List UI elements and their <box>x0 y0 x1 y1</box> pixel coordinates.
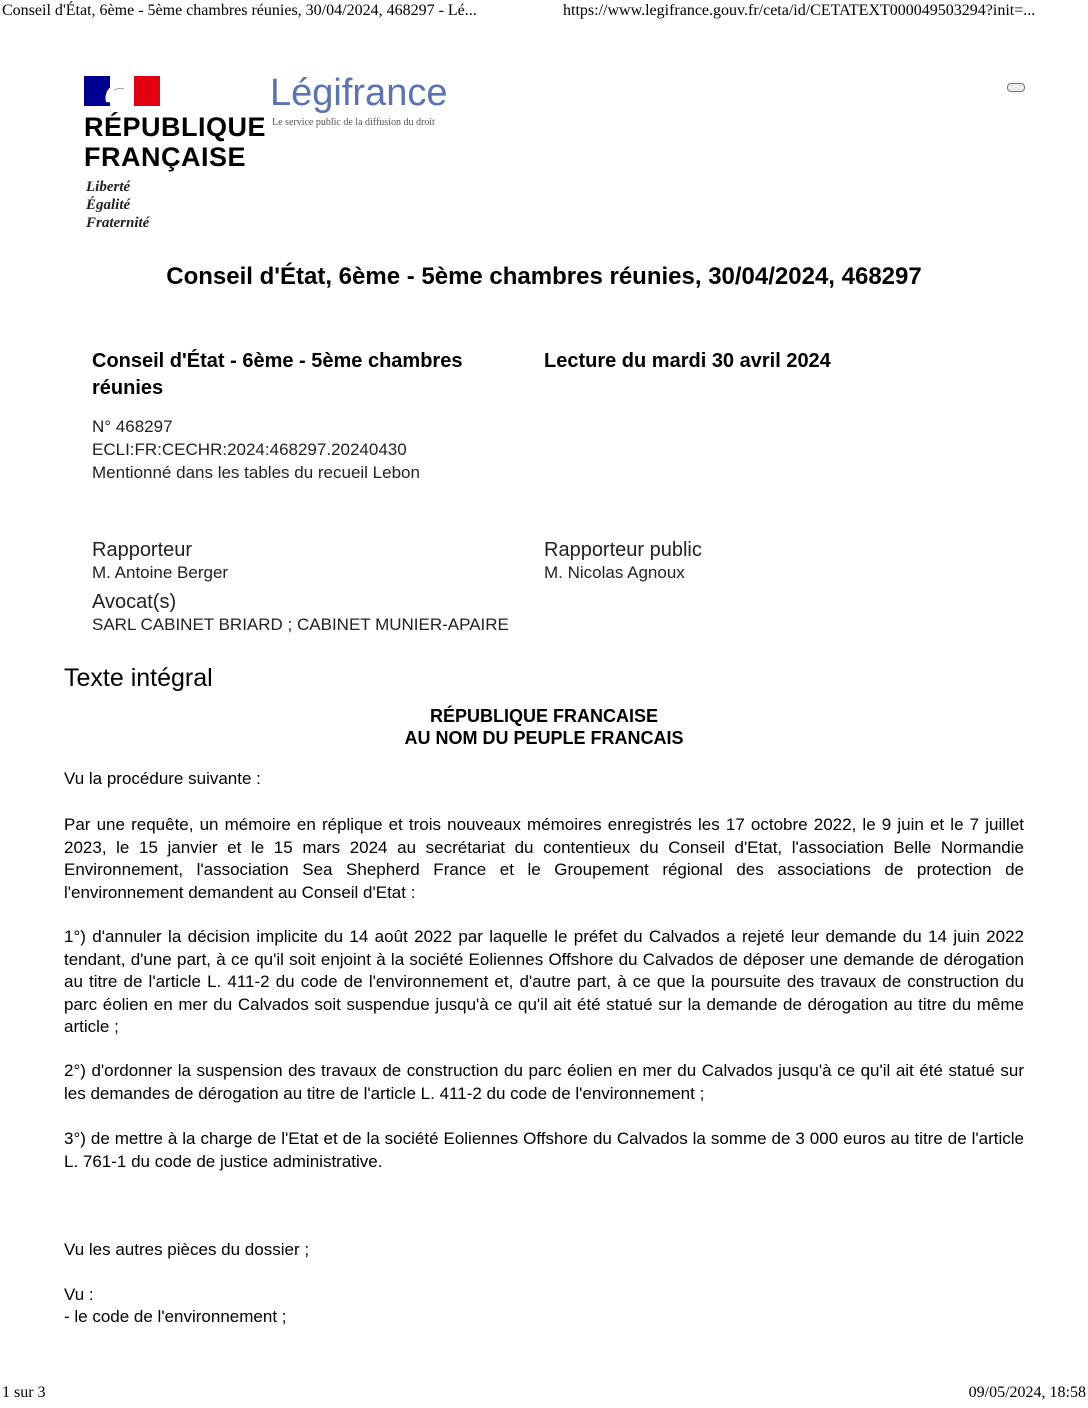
page-counter: 1 sur 3 <box>2 1384 46 1401</box>
decision-number: N° 468297 <box>92 417 173 436</box>
paragraph-autres-pieces: Vu les autres pièces du dossier ; <box>64 1240 310 1259</box>
print-footer <box>0 1384 1088 1406</box>
rapporteur-public-label: Rapporteur public <box>544 539 702 561</box>
print-header-url: https://www.legifrance.gouv.fr/ceta/id/CETATEXT000049503294?init=... <box>563 2 1036 19</box>
legifrance-tagline: Le service public de la diffusion du droit <box>272 117 435 128</box>
marianne-logo <box>84 76 160 106</box>
rapporteur-block <box>92 538 228 584</box>
rapporteur-name: M. Antoine Berger <box>92 563 229 582</box>
page-title: Conseil d'État, 6ème - 5ème chambres réunies, 30/04/2024, 468297 <box>166 263 922 290</box>
lebon-mention: Mentionné dans les tables du recueil Lebon <box>92 463 420 482</box>
avocats-names: SARL CABINET BRIARD ; CABINET MUNIER-APAIRE <box>92 615 509 634</box>
paragraph-conclusion-1: 1°) d'annuler la décision implicite du 14 août 2022 par laquelle le préfet du Calvados a rejeté leur demande du 14 juin 2022 tendant, d'une part, à ce qu'il soit enjoint à la société Eoliennes Offshore du Calvados de déposer une demande de dérogation au titre de l'article L. 411-2 du code de l'environnement et, d'autre part, à ce que la poursuite des travaux de construction du parc éolien en mer du Calvados soit suspendue jusqu'à ce qu'il ait été statué sur la demande de dérogation au titre du même article ; <box>64 927 1024 1036</box>
rf-motto <box>86 178 149 232</box>
print-header-title: Conseil d'État, 6ème - 5ème chambres réunies, 30/04/2024, 468297 - Lé... <box>2 2 477 19</box>
paragraph-code-environnement: - le code de l'environnement ; <box>64 1307 287 1326</box>
header-au-nom-du-peuple: AU NOM DU PEUPLE FRANCAIS <box>404 728 684 748</box>
reading-date: Lecture du mardi 30 avril 2024 <box>544 350 831 372</box>
avocats-block <box>92 590 509 636</box>
paragraph-procedure: Vu la procédure suivante : <box>64 769 261 788</box>
print-timestamp: 09/05/2024, 18:58 <box>968 1384 1086 1401</box>
paragraph-vu: Vu : <box>64 1285 94 1304</box>
rapporteur-label: Rapporteur <box>92 539 193 561</box>
motto-fraternite: Fraternité <box>86 215 150 231</box>
rf-line-1: RÉPUBLIQUE <box>84 112 267 142</box>
header-republique: RÉPUBLIQUE FRANCAISE <box>429 706 658 726</box>
ecli-identifier: ECLI:FR:CECHR:2024:468297.20240430 <box>92 440 407 459</box>
menu-toggle-button[interactable] <box>1007 83 1025 92</box>
avocats-label: Avocat(s) <box>92 591 177 613</box>
legifrance-logo-link[interactable]: Légifrance <box>270 72 448 114</box>
print-header <box>0 2 1088 24</box>
motto-liberte: Liberté <box>86 179 131 195</box>
section-title-texte-integral: Texte intégral <box>64 664 213 692</box>
paragraph-conclusion-3: 3°) de mettre à la charge de l'Etat et de la société Eoliennes Offshore du Calvados la somme de 3 000 euros au titre de l'article L. 761-1 du code de justice administrative. <box>64 1129 1024 1171</box>
jurisdiction-heading: Conseil d'État - 6ème - 5ème chambres réunies <box>92 350 463 399</box>
rapporteur-public-block <box>544 538 702 584</box>
paragraph-conclusion-2: 2°) d'ordonner la suspension des travaux de construction du parc éolien en mer du Calvados jusqu'à ce qu'il ait été statué sur les demandes de dérogation au titre de l'article L. 411-2 du code de l'environnement ; <box>64 1061 1024 1103</box>
decision-metadata <box>92 415 420 484</box>
motto-egalite: Égalité <box>86 197 131 213</box>
paragraph-requete: Par une requête, un mémoire en réplique et trois nouveaux mémoires enregistrés les 17 octobre 2022, le 9 juin et le 7 juillet 2023, le 15 janvier et le 15 mars 2024 au secrétariat du contentieux du Conseil d'Etat, l'association Belle Normandie Environnement, l'association Sea Shepherd France et le Groupement régional des associations de protection de l'environnement demandent au Conseil d'Etat : <box>64 815 1024 902</box>
rf-line-2: FRANÇAISE <box>84 142 247 172</box>
rapporteur-public-name: M. Nicolas Agnoux <box>544 563 685 582</box>
republique-francaise-wordmark <box>84 112 266 172</box>
